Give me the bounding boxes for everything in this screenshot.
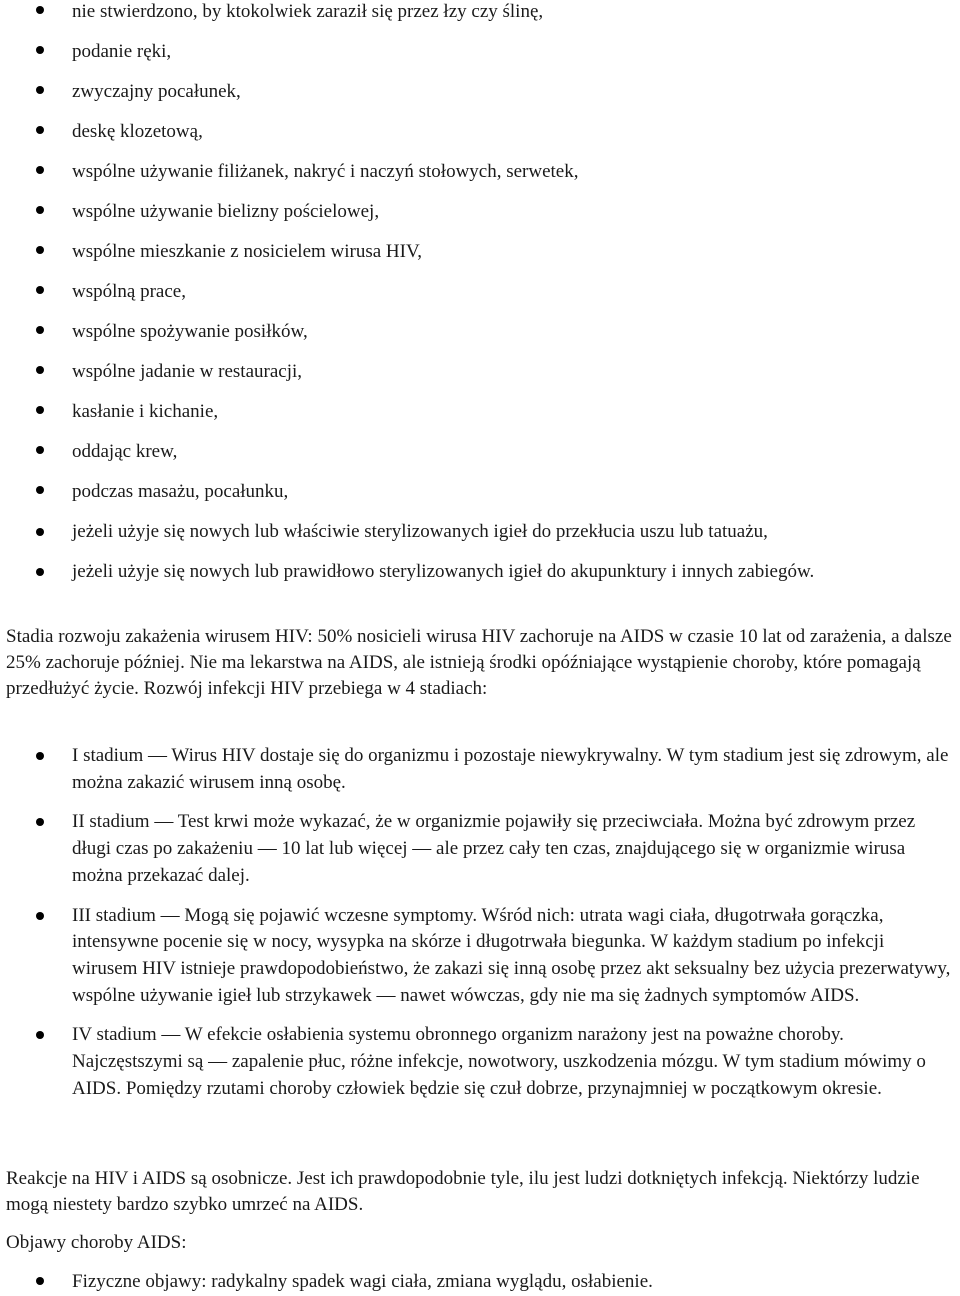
list-item-text: wspólne spożywanie posiłków,	[72, 321, 308, 342]
list-item	[0, 280, 960, 320]
list-item	[0, 0, 960, 40]
list-item-text: podczas masażu, pocałunku,	[72, 481, 289, 502]
list-item	[0, 320, 960, 360]
list-item	[0, 160, 960, 200]
stage-text: III stadium — Mogą się pojawić wczesne symptomy. Wśród nich: utrata wagi ciała, długotrwała gorączka, intensywne pocenie się w nocy, wysypka na skórze i długotrwała biegunka. W każdym stadium po infekcji wirusem HIV istnieje prawdopodobieństwo, że zakazi się inną osobę przez akt seksualny bez użycia prezerwatywy, wspólne używanie igieł lub strzykawek — nawet wówczas, gdy nie ma się żadnych symptomów AIDS.	[72, 904, 951, 1006]
list-item	[0, 480, 960, 520]
stage-item	[0, 743, 960, 796]
list-item	[0, 200, 960, 240]
list-item-text: jeżeli użyje się nowych lub prawidłowo sterylizowanych igieł do akupunktury i innych zabiegów.	[72, 561, 815, 582]
list-item	[0, 40, 960, 80]
list-item	[0, 400, 960, 440]
list-item-text: wspólne mieszkanie z nosicielem wirusa HIV,	[72, 241, 423, 262]
list-item-text: jeżeli użyje się nowych lub właściwie sterylizowanych igieł do przekłucia uszu lub tatuażu,	[72, 521, 768, 542]
list-item	[0, 1268, 960, 1295]
stage-item	[0, 809, 960, 889]
stage-text: I stadium — Wirus HIV dostaje się do organizmu i pozostaje niewykrywalny. W tym stadium jest się zdrowym, ale można zakazić wirusem inną osobę.	[72, 745, 949, 793]
list-item	[0, 518, 960, 545]
symptoms-list	[0, 1268, 960, 1295]
list-item	[0, 558, 960, 585]
stage-text: IV stadium — W efekcie osłabienia systemu obronnego organizm narażony jest na poważne choroby. Najczęstszymi są — zapalenie płuc, różne infekcje, nowotwory, uszkodzenia mózgu. W tym stadium mówimy o AIDS. Pomiędzy rzutami choroby człowiek będzie się czuł dobrze, przynajmniej w początkowym okresie.	[72, 1024, 926, 1099]
needle-list	[0, 518, 960, 598]
list-item-text: wspólne jadanie w restauracji,	[72, 361, 303, 382]
list-item	[0, 240, 960, 280]
list-item-text: deskę klozetową,	[72, 121, 203, 142]
list-item-text: wspólną prace,	[72, 281, 186, 302]
list-item-text: nie stwierdzono, by ktokolwiek zaraził się przez łzy czy ślinę,	[72, 1, 544, 22]
stages-list	[0, 743, 960, 1115]
transmission-list	[0, 0, 960, 520]
stage-item	[0, 903, 960, 1010]
list-item-text: podanie ręki,	[72, 41, 172, 62]
list-item-text: zwyczajny pocałunek,	[72, 81, 241, 102]
objawy-heading: Objawy choroby AIDS:	[6, 1232, 187, 1253]
list-item	[0, 120, 960, 160]
list-item	[0, 80, 960, 120]
list-item-text: oddając krew,	[72, 441, 178, 462]
stage-item	[0, 1022, 960, 1102]
list-item-text: kasłanie i kichanie,	[72, 401, 219, 422]
stadia-paragraph: Stadia rozwoju zakażenia wirusem HIV: 50% nosicieli wirusa HIV zachoruje na AIDS w czasie 10 lat od zarażenia, a dalsze 25% zachoruje później. Nie ma lekarstwa na AIDS, ale istnieją środki opóźniające wystąpienie choroby, które pomagają przedłużyć życie. Rozwój infekcji HIV przebiega w 4 stadiach:	[6, 626, 952, 699]
list-item-text: wspólne używanie filiżanek, nakryć i naczyń stołowych, serwetek,	[72, 161, 579, 182]
list-item-text: Fizyczne objawy: radykalny spadek wagi ciała, zmiana wyglądu, osłabienie.	[72, 1271, 653, 1292]
list-item-text: wspólne używanie bielizny pościelowej,	[72, 201, 380, 222]
list-item	[0, 440, 960, 480]
stage-text: II stadium — Test krwi może wykazać, że w organizmie pojawiły się przeciwciała. Można być zdrowym przez długi czas po zakażeniu — 10 lat lub więcej — ale przez cały ten czas, znajdującego się w organizmie wirusa można przekazać dalej.	[72, 811, 916, 886]
reakcje-paragraph: Reakcje na HIV i AIDS są osobnicze. Jest ich prawdopodobnie tyle, ilu jest ludzi dotkniętych infekcją. Niektórzy ludzie mogą niestety bardzo szybko umrzeć na AIDS.	[6, 1168, 920, 1215]
list-item	[0, 360, 960, 400]
